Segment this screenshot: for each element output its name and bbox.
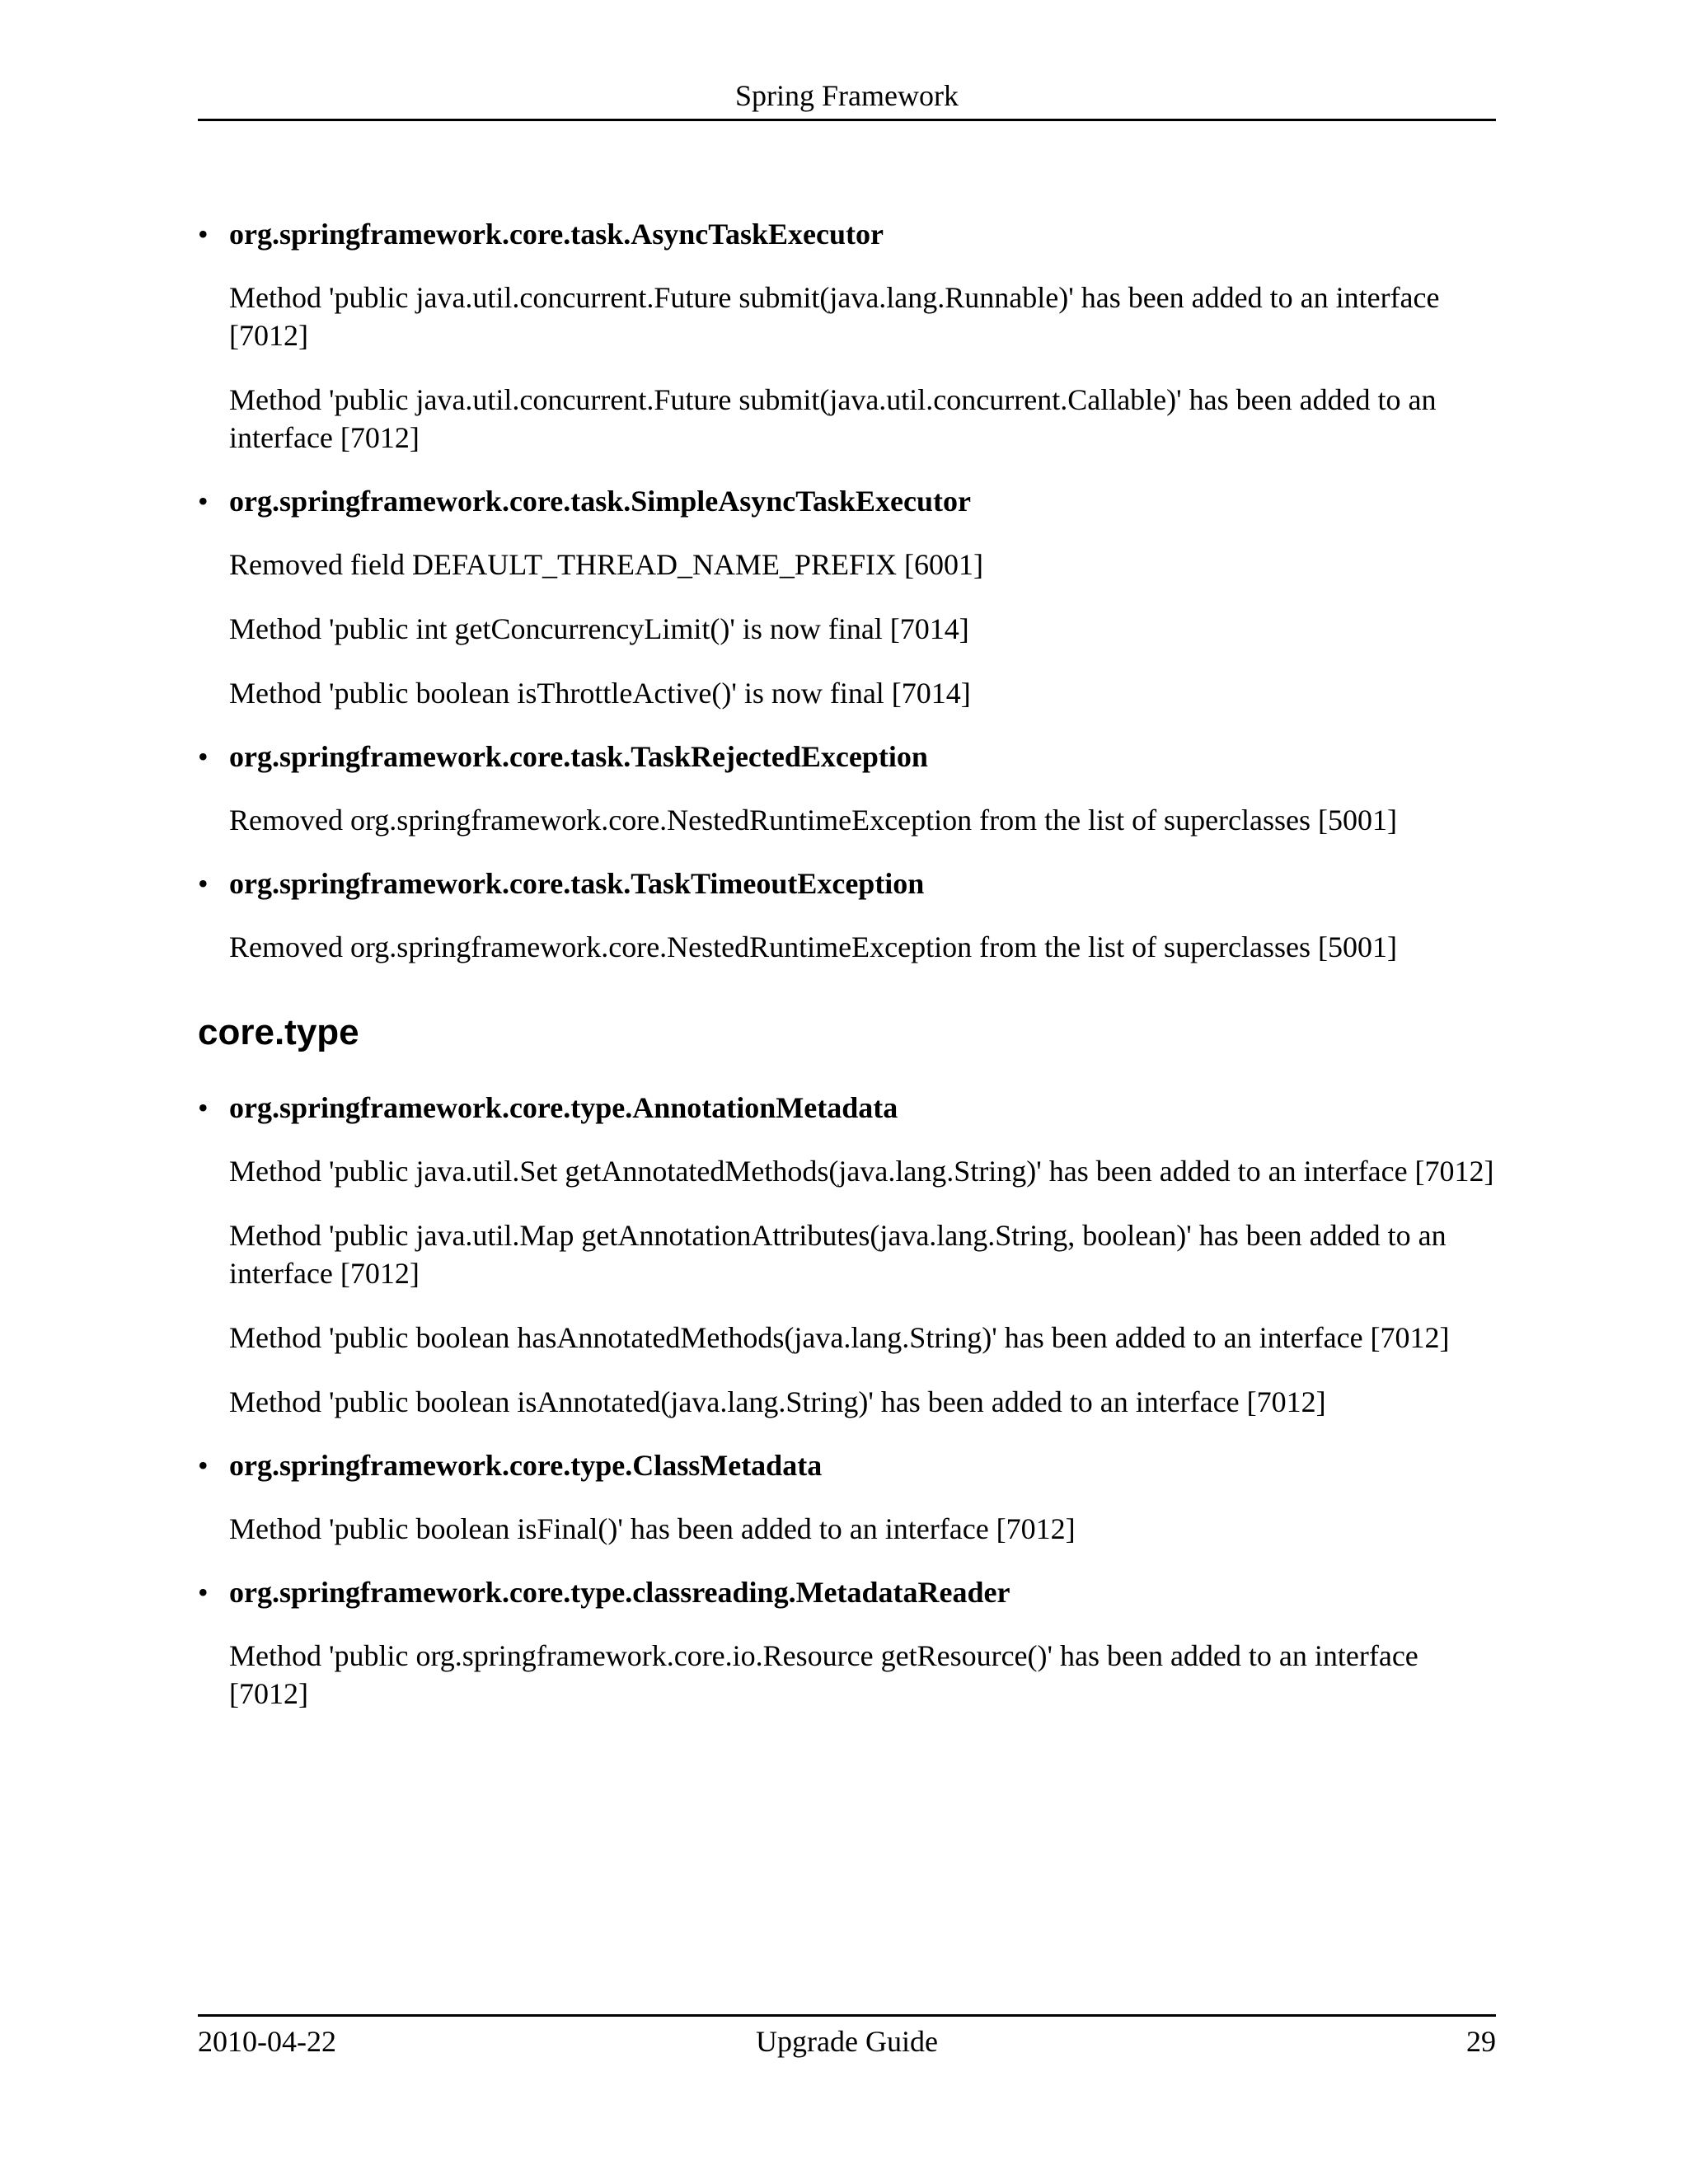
class-name: org.springframework.core.type.AnnotationMetadata [229, 1091, 898, 1124]
class-name: org.springframework.core.task.TaskTimeoutException [229, 867, 925, 900]
page-footer [198, 2014, 1496, 2058]
change-entry: Method 'public java.util.concurrent.Future submit(java.util.concurrent.Callable)' has been added to an interface [7012] [229, 383, 1437, 454]
change-entry: Method 'public org.springframework.core.io.Resource getResource()' has been added to an interface [7012] [229, 1639, 1418, 1710]
class-name: org.springframework.core.task.SimpleAsyncTaskExecutor [229, 485, 971, 518]
change-entry: Method 'public int getConcurrencyLimit()' is now final [7014] [229, 612, 969, 645]
change-entry: Method 'public boolean isAnnotated(java.lang.String)' has been added to an interface [7012] [229, 1385, 1326, 1418]
change-entry: Method 'public java.util.Map getAnnotationAttributes(java.lang.String, boolean)' has been added to an interface [7012] [229, 1219, 1447, 1290]
change-entry: Removed org.springframework.core.NestedRuntimeException from the list of superclasses [5001] [229, 804, 1397, 837]
bullet-icon: • [198, 485, 209, 518]
change-entry: Method 'public boolean hasAnnotatedMethods(java.lang.String)' has been added to an interface [7012] [229, 1321, 1450, 1354]
class-name: org.springframework.core.task.AsyncTaskExecutor [229, 218, 884, 251]
footer-date: 2010-04-22 [198, 2025, 336, 2058]
change-entry: Method 'public java.util.concurrent.Future submit(java.lang.Runnable)' has been added to an interface [7012] [229, 281, 1440, 352]
list-item [198, 1090, 1496, 1421]
change-entry: Method 'public java.util.Set getAnnotatedMethods(java.lang.String)' has been added to an interface [7012] [229, 1155, 1494, 1188]
class-name: org.springframework.core.type.ClassMetadata [229, 1449, 823, 1482]
list-item [198, 865, 1496, 966]
change-entry: Method 'public boolean isFinal()' has been added to an interface [7012] [229, 1512, 1076, 1545]
bullet-icon: • [198, 218, 209, 251]
class-name: org.springframework.core.type.classreading.MetadataReader [229, 1576, 1010, 1609]
list-item [198, 216, 1496, 457]
bullet-icon: • [198, 1449, 209, 1482]
change-entry: Method 'public boolean isThrottleActive()' is now final [7014] [229, 677, 971, 710]
bullet-icon: • [198, 740, 209, 773]
header-title: Spring Framework [735, 79, 959, 112]
list-item [198, 738, 1496, 839]
footer-title: Upgrade Guide [756, 2025, 938, 2058]
bullet-icon: • [198, 1091, 209, 1124]
change-entry: Removed field DEFAULT_THREAD_NAME_PREFIX [6001] [229, 548, 983, 581]
page-header [198, 77, 1496, 121]
bullet-icon: • [198, 867, 209, 900]
list-item [198, 483, 1496, 712]
page-content [198, 216, 1496, 1739]
class-name: org.springframework.core.task.TaskRejectedException [229, 740, 928, 773]
change-entry: Removed org.springframework.core.NestedRuntimeException from the list of superclasses [5001] [229, 930, 1397, 963]
list-item [198, 1447, 1496, 1548]
bullet-icon: • [198, 1576, 209, 1609]
section-heading: core.type [198, 1012, 359, 1052]
page-number: 29 [1466, 2025, 1496, 2058]
list-item [198, 1574, 1496, 1713]
